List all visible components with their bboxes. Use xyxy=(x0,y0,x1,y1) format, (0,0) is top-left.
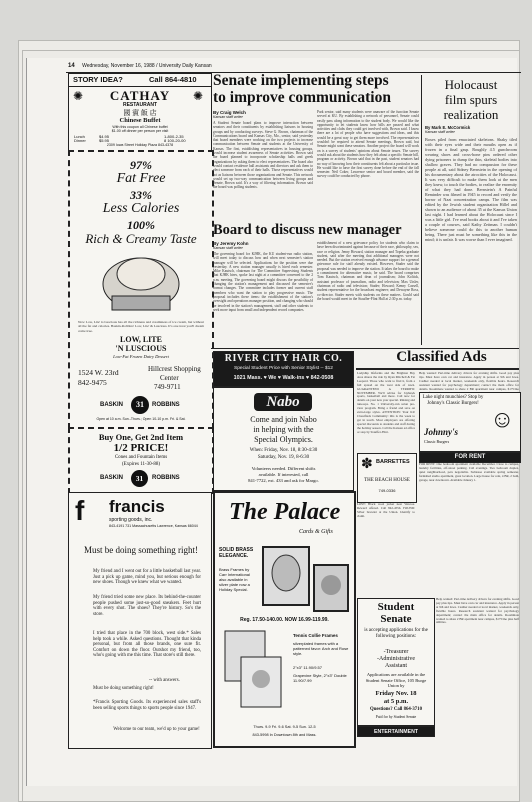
baskin-31-logo: 31 xyxy=(131,396,149,414)
classified-col-b: Help wanted: Part-time delivery drivers for evening shifts. Good pay plus tips. Must have own car and insurance. Apply in person at 9th and Iowa. Cashier needed at local market, weekends only, flexible hours. Research assistant wanted for psychology department; contact the main office for details. Roommate wanted to share 2 BR apartment near campus, $175/mo xyxy=(419,371,519,391)
yogurt-pct2: 33% xyxy=(130,188,152,202)
francis-sub: sporting goods, inc. xyxy=(109,517,153,523)
senate-ad-accepting: is accepting applications for the following positions: xyxy=(364,628,428,639)
johnnys-ad xyxy=(419,392,521,452)
entertainment-label: ENTERTAINMENT xyxy=(374,728,418,735)
dragon-icon: ✺ xyxy=(73,89,84,103)
page-header xyxy=(68,59,523,73)
senate-ad-treasurer: -Treasurer xyxy=(383,649,409,655)
nabo-line1: Come and join Nabo xyxy=(250,415,317,424)
senate-ad-admin: -Administrative xyxy=(377,656,415,662)
frame-illustration xyxy=(312,563,350,613)
palace-address: 843-5998 In Downtown 8th and Mass. xyxy=(252,733,317,737)
cathay-dinner-price: $5.95 xyxy=(99,138,110,143)
cathay-line1: With this coupon all Chinese buffet xyxy=(112,125,168,129)
senate-ad-paid: Paid for by Student Senate xyxy=(375,715,417,719)
francis-f-icon: f xyxy=(75,495,85,526)
francis-headline: Must be doing something right! xyxy=(84,545,198,555)
francis-p7: Welcome to our team, we'd up to your game! xyxy=(113,727,200,732)
robbins-word: ROBBINS xyxy=(152,475,180,481)
francis-p5: Must be doing something right! xyxy=(93,686,154,691)
senate-ad-assistant: Assistant xyxy=(384,663,407,669)
yogurt-pct1: 97% xyxy=(130,158,152,172)
location2-address: Hillcrest Shopping xyxy=(148,365,201,373)
river-city-hair-ad xyxy=(213,351,354,387)
palace-tennis-head: Tennis Collie Frames xyxy=(293,633,338,638)
sundae-illustration xyxy=(98,250,184,316)
yogurt-body: Now Low, Lite' is Luscious has all the richness and creaminess of ice cream, but without all the fat and calories. Baskin-Robbins' Low, Lite' & Luscious. It's one treat you'll dream come true. xyxy=(78,320,204,333)
classified-col-a: Ladyship lifeforms and the Brighton Bay Area shares the ride by Ryan Mitchell & Fat Leopard. Those who want to find it, from a full spread on the west side of town. GUARANTEED A TERRIFIC NOVEMBER. We'll advise for Jayhawk sports, basketball and more. Call now for details on your new year special. Rinsing and tune-ups. No. 1 University-run salon pre-view program. Bring a friend and save on extra-large styles. ATTENTION: Your KU Classifieds Community: this is the week to get in touch. Most employers are offering special discounts to students and staff during the holiday season. Call the Kansan ad office or stop by Stauffer-Flint. xyxy=(357,371,415,434)
board-col2: establishment of a new grievance policy for students who claim to have been discriminated against because of their race, philosophy, sex, race or religion. Jenny Howard, station manager and Topeka graduate student, said after the meeting that additional managers were not needed. But the station received enough advance support for a general grievance rule for staff already existed. However, Studer said the proposal was needed to improve the station. It takes the board to make a commitment for alternative music, he said. The board comprises Tom Kautsch, chairman and dean of journalism; John Koltick, assistant professor of journalism, radio and television; Max Utsler, chairman of radio and television; Studer; Howard; Kenny Cassell, student representative for the broadcast engineer; and Dewayne Ross, co-director. Studer meets with students on these matters. Gould said the board would meet in the Stauffer-Flint Hall at 2:30 p.m. today. xyxy=(317,241,419,301)
cathay-lunch: Lunch xyxy=(74,134,85,139)
johnnys-head: Lake night munchies? Stop by Johnny's Classic Burgers! xyxy=(422,395,484,406)
frame-illustration xyxy=(261,545,311,607)
river-city-title: RIVER CITY HAIR CO. xyxy=(224,353,343,364)
palace-reg-price: Reg. 17.50-140.00. NOW 16.99-119.99. xyxy=(240,617,329,623)
yogurt-lesscal: Less Calories xyxy=(102,201,180,216)
senate-byline: By Craig Welch xyxy=(213,110,246,115)
nabo-line3: Special Olympics. xyxy=(254,435,313,444)
cathay-address: 2309 Iowa Street Holiday Plaza 843-4378 xyxy=(106,143,174,147)
francis-p3: I tried that place in the 700 block, west side.* Sales help took a while. Asked questions. Thought that kinda personal, but from all those brands, one sure fit. Comfort on down the floor. Outshot my friend, too, who's going with me this time. That store's still there. xyxy=(93,631,201,658)
entertainment-banner xyxy=(357,726,435,737)
francis-p6: *Francis Sporting Goods. Its experienced sales staff's been selling sports things to sports people since 1947. xyxy=(93,700,201,711)
holocaust-body: Boxes piled from emaciated skeletons. Shaky tiled with their eyes wide and their mouths open as if frozen in a final gasp. Roughly 4.5 gunchroom wearing shoes and cross-bone pins ordered other dying prisoners to dump the thin, skeletal bodies into shallow graves. They had no compassion for these people at all, said Sidney Bernstein in the opening of his documentary about the atrocities of the Holocaust. It was very difficult to make them look at the men they knew, to touch the bodies, to realize the enormity of what they had done. Bernstein's A Painful Reminder was filmed in 1945 to record and verify the horror of Nazi concentration camps. The film was edited by the Jewish student organization Hillel and shown to an audience of about 35 at the Kansas Union last night. I had learned about the Holocaust since I was a little girl. I've read books about it and I've taken a couple of courses, said Kathy Zeitman. I couldn't believe someone could do this to another human being. There just must be something like this in the mind; it is unfair. It was worse than I ever imagined. xyxy=(425,137,517,242)
nabo-sat: Saturday, Nov. 19, 8-6:30 xyxy=(257,455,310,460)
francis-ad xyxy=(68,492,212,749)
bogo-expires: (Expires 11-30-88) xyxy=(122,462,160,467)
francis-p2: My friend tried some new place. Its behind-the-counter people pushed some just-so-good sneakers. Feet hurt with every shot. The shoes? They're history. So's the store. xyxy=(93,595,201,617)
palace-brass-head: SOLID BRASS ELEGANCE. xyxy=(219,547,254,559)
river-city-address: 1021 Mass. ♥ We ♥ Walk-ins ♥ 842-0508 xyxy=(233,375,334,381)
lowlite-sub: Low-Fat Frozen Dairy Dessert xyxy=(113,354,169,359)
cathay-ad xyxy=(68,86,212,151)
baskin-yogurt-ad xyxy=(68,150,214,429)
river-city-special: Special Student Price with Senior Stylist -- $12 xyxy=(234,366,333,371)
story-idea-call: Call 864-4810 xyxy=(149,75,197,84)
nabo-vol1: Volunteers needed. Different shifts xyxy=(251,466,316,471)
senate-ad-date: Friday Nov. 18 xyxy=(375,690,417,697)
robbins-word: ROBBINS xyxy=(152,402,180,408)
senate-headline-2: to improve communication xyxy=(213,89,391,106)
frame-illustration xyxy=(223,629,283,709)
francis-p4: -- with answers. xyxy=(149,678,180,683)
student-senate-ad xyxy=(357,598,435,726)
board-byline: By Jeremy Kohn xyxy=(213,241,249,246)
bogo-price: 1/2 PRICE! xyxy=(113,442,169,454)
yogurt-hours: Open at 10 a.m. Sun.-Thurs.; Open 10-10 p.m. Fri. & Sat. xyxy=(96,417,186,421)
cathay-chinese: 國 賓 飯 店 xyxy=(123,109,157,117)
nabo-vol2: available. If interested, call xyxy=(258,472,309,477)
story-idea-box xyxy=(68,73,212,87)
senate-ad-title1: Student xyxy=(377,601,415,613)
francis-logo: francis xyxy=(109,497,165,516)
palace-ad xyxy=(213,491,356,748)
palace-grapevine: Grapevine Style, 2"x3" Double 11.90/7.99 xyxy=(293,673,347,683)
johnnys-logo: Johnny's xyxy=(424,427,459,437)
location2-center: Center xyxy=(160,374,179,382)
barrettes-phone: 749-0336 xyxy=(378,488,396,493)
holocaust-h3: realization xyxy=(443,107,499,122)
senate-byline-role: Kansan staff writer xyxy=(213,115,243,119)
cathay-dinner: Dinner xyxy=(74,138,86,143)
senate-col1: A Student Senate board plans to improve interaction between senators and their constituents by establishing liaisons in housing groups and by conducting surveys. Steve G. Brown, chairman of the Communications board and Kansas City, Mo., senior, said yesterday that board members were working on the two projects to increase communication between Senate and students at the University of Kansas. The first, establishing representatives in housing groups, would increase student awareness of Senate activities. Brown said the board planned to incorporate scholarship halls and greek organizations by asking them to elect representatives. The board also would contact residence hall assistants and directors and ask them to elect someone from each of their halls. Those representatives would act as liaisons between those organizations and Senate. This network would set up two-way communication between living groups and Senate, Brown said. It's a way of filtering information. Brown said the board was polling students. xyxy=(213,121,313,190)
baskin-word: BASKIN xyxy=(100,402,124,408)
senate-col2: Park senior, said many students were unaware of the function Senate served at KU. By establishing a network of personnel, Senate could easily pass along information to the student body. We would like the opportunity to let students know how bills are passed and what activities and clubs they could get involved with, Brown said. I know there are a lot of people who have suggestions and ideas, and this would be a great way to get them more involved. The representatives wouldn't be required to attend Senate meetings, Brown said, but Senate might want these senators. Another project the board will work on is a survey of students' opinions about Senate issues. The survey would ask about the students how they felt about a specific Senate bill, program or activity. Brown said that in the past, student senators had no way of knowing how their constituents felt about a particular issue. He would like to have the first survey done before the end of the fall semester. Neil Coker, Lawrence senior and board member, said the survey could be conducted by phone. xyxy=(317,110,419,179)
classified-col-a2: LOST: Black wool jacket near Wescoe. Reward offered. Call 842-4556. FOUND: Silver bracelet at the Union. Identify to claim. xyxy=(357,502,415,518)
barrettes-name: BARRETTES xyxy=(376,459,410,465)
story-idea-label: STORY IDEA? xyxy=(73,75,123,84)
palace-price1: 2"x3" 11.90/9.57 xyxy=(293,665,323,670)
nabo-when: When: Friday, Nov. 18, 8:30-4:30 xyxy=(249,448,318,453)
senate-ad-apply: Applications are available in the Student Senate Office, 105 Burge Union by xyxy=(365,672,427,688)
dragon-icon: ✺ xyxy=(193,89,204,103)
lowlite-logo: LOW, LITE xyxy=(120,335,162,344)
classified-col-c: FOR RENT: One bedroom apartment available December. Close to campus, laundry facilities, off-street parking. Call evenings. Two bedroom duplex, quiet neighborhood, pets negotiable. Sublease available spring semester, furnished studio apartment, great location. Large house for rent, 4 BR, 2 bath, garage, near downtown. Available January 1. xyxy=(419,462,519,482)
cathay-line2: $1.00 off dinner per person per visit xyxy=(111,129,169,133)
beach-house: THE BEACH HOUSE xyxy=(364,478,410,483)
burger-chef-icon: ☺ xyxy=(490,407,515,433)
location1-phone: 842-9475 xyxy=(78,378,107,387)
location1-address: 1524 W. 23rd xyxy=(78,368,119,377)
holocaust-h2: film spurs xyxy=(444,92,498,107)
palace-sub: Cards & Gifts xyxy=(299,529,333,535)
palace-tennis-body: silverplated frames with a patterned favor: Arch and Rose style. xyxy=(293,641,349,656)
yogurt-rich: Rich & Creamy Taste xyxy=(85,231,197,246)
nabo-vol3: 841-7722, ext. 433 and ask for Margo. xyxy=(248,478,319,483)
for-rent-label: FOR RENT xyxy=(454,454,486,460)
yogurt-pct3: 100% xyxy=(127,218,155,232)
page-number: 14 xyxy=(68,63,75,69)
classified-col-d: Help wanted: Part-time delivery drivers for evening shifts. Good pay plus tips. Must have own car and insurance. Apply in person at 9th and Iowa. Cashier needed at local market, weekends only, flexible hours. Research assistant wanted for psychology department; contact the main office for details. Roommate wanted to share 2 BR apartment near campus, $175/mo plus half utilities. xyxy=(436,597,519,625)
bogo-items: Cones and Fountain Items xyxy=(114,455,168,460)
baskin-word: BASKIN xyxy=(100,475,124,481)
cathay-name: CATHAY xyxy=(109,88,171,103)
cathay-restaurant: RESTAURANT xyxy=(122,102,158,108)
cathay-lunch-price: $4.95 xyxy=(99,134,110,139)
yogurt-fatfree: Fat Free xyxy=(116,171,166,186)
classified-title: Classified Ads xyxy=(396,349,487,365)
barrettes-ad xyxy=(357,453,417,503)
cathay-phone2: 8 100-20-00 xyxy=(164,138,186,143)
holocaust-byline-role: Kansan staff writer xyxy=(425,130,455,134)
bogo-line1: Buy One, Get 2nd Item xyxy=(98,432,184,442)
location2-phone: 749-9711 xyxy=(154,383,181,391)
cathay-phone1: 1-800-2-35 xyxy=(164,134,184,139)
palace-brass-body: Brass Frames by Carr International also available in silver plate now a Holiday Special. xyxy=(219,567,250,592)
palm-tree-icon: ✽ xyxy=(361,457,373,472)
nabo-ad xyxy=(213,387,354,491)
holocaust-h1: Holocaust xyxy=(444,77,498,92)
francis-address: 843-4191 731 Massachusetts Lawrence, Kansas 66044 xyxy=(109,524,198,528)
nabo-logo: Nabo xyxy=(254,393,312,411)
senate-ad-time: at 5 p.m. xyxy=(383,698,409,705)
palace-name: The Palace xyxy=(229,499,341,525)
francis-p1: My friend and I went out for a little basketball last year. Just a pick up game, mind you, but serious enough for new shoes. Though we knew what we wanted. xyxy=(93,569,201,585)
cathay-buffet: Chinese Buffet xyxy=(119,117,161,124)
senate-headline-1: Senate implementing steps xyxy=(213,72,389,89)
nabo-line2: in helping with the xyxy=(253,425,314,434)
bogo-coupon xyxy=(68,427,214,494)
board-byline-role: Kansan staff writer xyxy=(213,246,243,250)
dateline: Wednesday, November 16, 1988 / University Daily Kansan xyxy=(82,63,212,69)
baskin-31-logo: 31 xyxy=(131,470,148,487)
palace-hours: Thurs. 9-9 Fri. 9-6 Sat. 9-5 Sun. 12-5 xyxy=(253,725,316,729)
senate-ad-questions: Questions? Call 864-3710 xyxy=(370,707,422,712)
lowlite-logo2: 'N LUSCIOUS xyxy=(115,344,167,353)
holocaust-byline: By Mark E. McCormick xyxy=(425,125,471,130)
senate-ad-title2: Senate xyxy=(380,613,412,625)
johnnys-sub: Classic Burgers xyxy=(424,439,450,444)
board-col1: The governing board for KJHK, the KU student-run radio station, will meet today to discuss how and when next semester's station manager will be selected. Applications for the position were due yesterday. A new station manager usually is hired each semester. Mike Kautsch, chairman for The Committee Supervising Students that KJHK hires, spoke last night at a committee convened to the 2 p.m. meeting. The governing board might discuss the possibility of changing the station's management and discussed the semester's format changes. The committee includes former and current staff members who want the station to play progressive music. The proposal includes these items: the establishment of the station's oversight and operations manager position, and changing who should be involved in the station's management, staff and other students to seek more input from small and independent record companies. xyxy=(213,252,313,312)
board-headline: Board to discuss new manager xyxy=(213,222,402,238)
